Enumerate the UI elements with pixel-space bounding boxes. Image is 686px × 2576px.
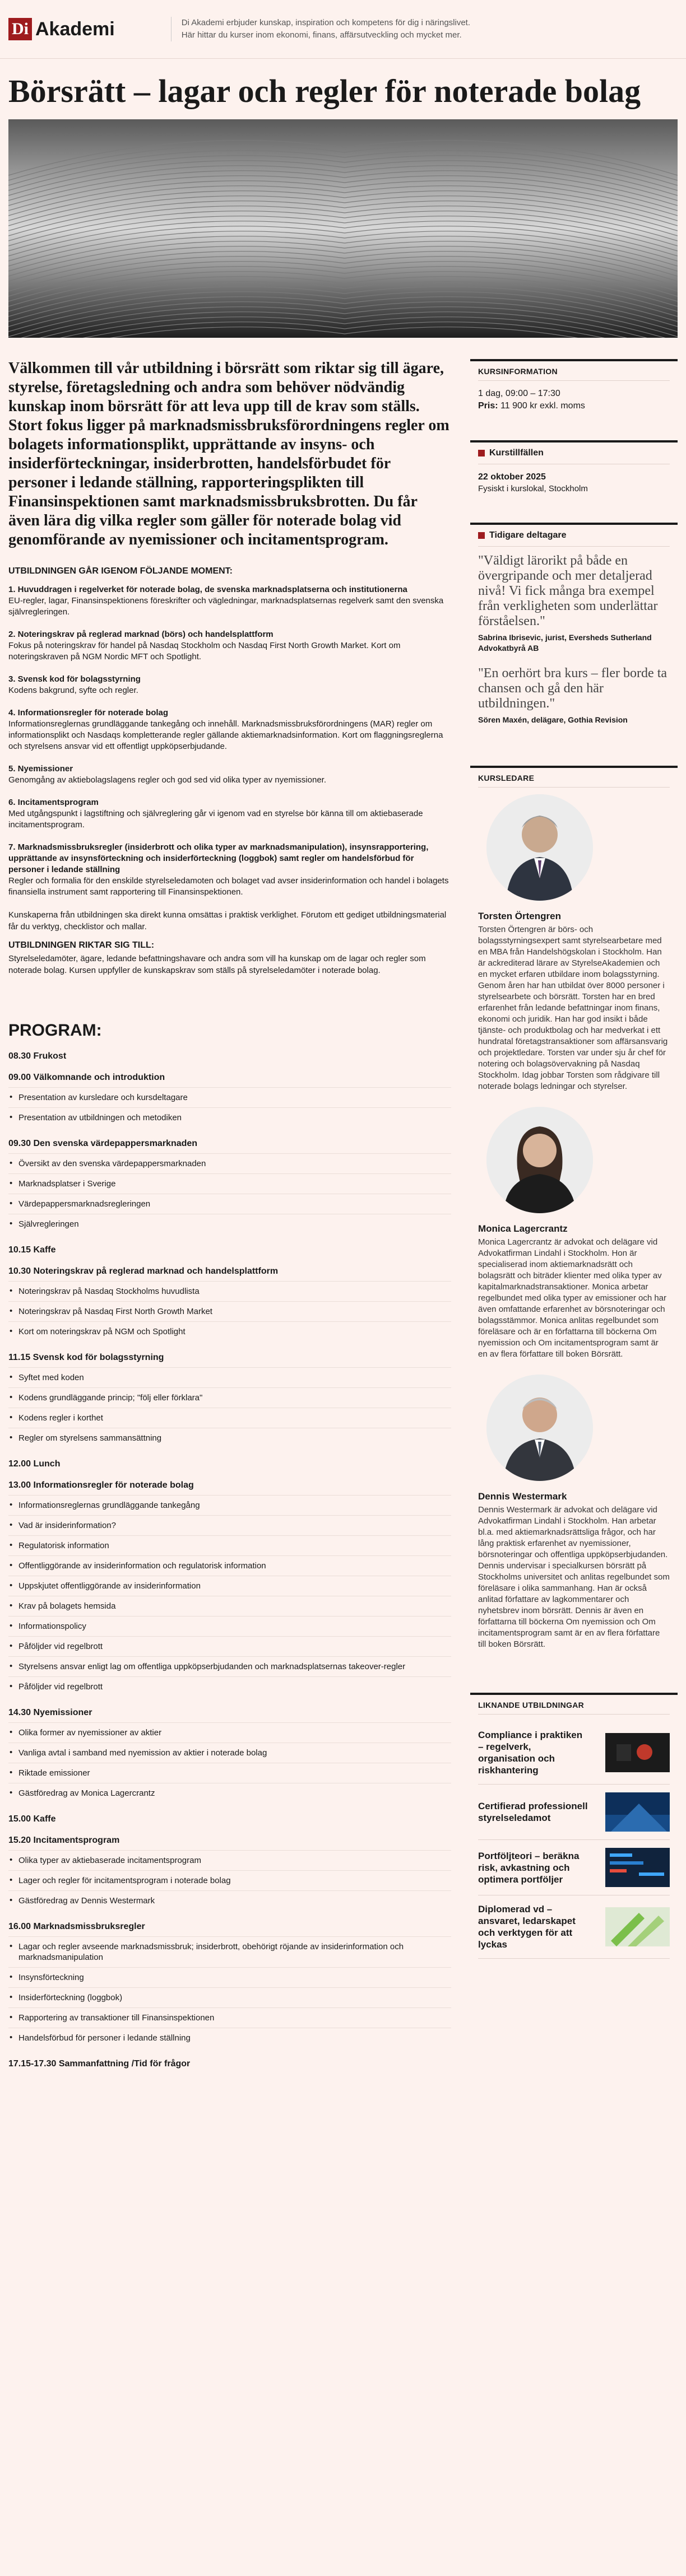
program-item: • Insynsförteckning xyxy=(8,1967,451,1987)
program-item: • Gästföredrag av Dennis Westermark xyxy=(8,1890,451,1911)
program-item: • Översikt av den svenska värdepappersmarknaden xyxy=(8,1153,451,1173)
module-text: Regler och formalia för den enskilde styrelseledamoten och bolaget vad avser insiderinformation och handel i bolagets finansiella instrument samt rapportering till Finansinspektionen. xyxy=(8,876,449,897)
intro-text: Välkommen till vår utbildning i börsrätt som riktar sig till ägare, styrelse, företagsledning och andra som behöver nödvändig kunskap inom börsrätt för att leva upp till de krav som ställs. Stort fokus ligger på marknadsmissbruksförordningens regler om bolagets informationsplikt, upprättande av insyns- och insiderförteckningar, insiderbrotten, handelsförbudet för personer i ledande ställning, rapporteringsplikten till Finansinspektionen samt marknadsmissbruksbrotten. Du får även lära dig vilka regler som gäller för noterade bolag vid genomförande av nyemissioner och incitamentsprogram. xyxy=(8,360,449,548)
related-courses-box xyxy=(470,1693,678,1967)
program-slot-items xyxy=(8,1495,451,1697)
module-title: 1. Huvuddragen i regelverket för noterade bolag, de svenska marknadsplatserna och institutionerna xyxy=(8,585,407,594)
module-title: 7. Marknadsmissbruksregler (insiderbrott och olika typer av marknadsmanipulation), insynsrapportering, upprättande av insynsförteckning och insiderförteckning (loggbok) samt regler om handelsförbud för personer i ledande ställning xyxy=(8,842,429,874)
related-course-thumbnail xyxy=(605,1907,670,1946)
program-item: • Värdepappersmarknadsregleringen xyxy=(8,1194,451,1214)
program-item: • Olika former av nyemissioner av aktier xyxy=(8,1722,451,1743)
program-item: • Vad är insiderinformation? xyxy=(8,1515,451,1535)
target-heading: UTBILDNINGEN RIKTAR SIG TILL: xyxy=(8,940,155,950)
program-item: • Regulatorisk information xyxy=(8,1535,451,1555)
program-item: • Påföljder vid regelbrott xyxy=(8,1636,451,1656)
program-item: • Noteringskrav på Nasdaq First North Growth Market xyxy=(8,1301,451,1321)
program-item: • Vanliga avtal i samband med nyemission av aktier i noterade bolag xyxy=(8,1743,451,1763)
site-header xyxy=(0,0,686,59)
course-dates-box xyxy=(470,440,678,502)
program-slot-time: 09.00 Välkomnande och introduktion xyxy=(8,1073,165,1082)
program-item: • Olika typer av aktiebaserade incitamentsprogram xyxy=(8,1850,451,1870)
price-label: Pris: xyxy=(478,401,498,411)
program-slot-time: 12.00 Lunch xyxy=(8,1459,61,1469)
program-slot-time: 15.00 Kaffe xyxy=(8,1814,56,1824)
course-dates-heading xyxy=(478,448,670,464)
leader-portrait xyxy=(486,1107,593,1213)
related-course-title: Portföljteori – beräkna risk, avkastning och optimera portföljer xyxy=(478,1850,580,1885)
program-item: • Påföljder vid regelbrott xyxy=(8,1676,451,1697)
program-item: • Styrelsens ansvar enligt lag om offentliga uppköpserbjudanden och marknadsplatsernas takeover-regler xyxy=(8,1656,451,1676)
tagline-line-1: Di Akademi erbjuder kunskap, inspiration och kompetens för dig i näringslivet. xyxy=(181,18,471,27)
program-slot-items xyxy=(8,1087,451,1128)
logo-text: Akademi xyxy=(35,18,115,40)
program-item: • Informationspolicy xyxy=(8,1616,451,1636)
program-item: • Regler om styrelsens sammansättning xyxy=(8,1428,451,1448)
program-item: • Gästföredrag av Monica Lagercrantz xyxy=(8,1783,451,1803)
program-item: • Riktade emissioner xyxy=(8,1763,451,1783)
related-course-thumbnail xyxy=(605,1848,670,1887)
related-courses-label: LIKNANDE UTBILDNINGAR xyxy=(478,1701,670,1715)
hero-book-image xyxy=(8,119,678,338)
module-item xyxy=(8,707,451,752)
module-item xyxy=(8,629,451,663)
related-course-link[interactable] xyxy=(478,1895,670,1959)
sidebar xyxy=(470,359,678,2074)
module-title: 2. Noteringskrav på reglerad marknad (börs) och handelsplattform xyxy=(8,630,274,639)
related-course-link[interactable] xyxy=(478,1721,670,1785)
program-item: • Offentliggörande av insiderinformation och regulatorisk information xyxy=(8,1555,451,1576)
module-item xyxy=(8,674,451,696)
program-slot-time: 17.15-17.30 Sammanfattning /Tid för frågor xyxy=(8,2059,191,2069)
module-item xyxy=(8,797,451,831)
program-slot-time: 08.30 Frukost xyxy=(8,1051,67,1061)
module-item xyxy=(8,842,451,898)
program-item: • Insiderförteckning (loggbok) xyxy=(8,1987,451,2007)
testimonial xyxy=(478,553,670,654)
course-date: 22 oktober 2025 xyxy=(478,472,546,482)
module-title: 4. Informationsregler för noterade bolag xyxy=(8,708,169,718)
program-slot-time: 14.30 Nyemissioner xyxy=(8,1708,92,1717)
program-slot-items xyxy=(8,1153,451,1234)
program-item: • Uppskjutet offentliggörande av insiderinformation xyxy=(8,1576,451,1596)
related-course-title: Certifierad professionell styrelseledamot xyxy=(478,1801,588,1823)
red-square-icon xyxy=(478,532,485,539)
related-course-link[interactable] xyxy=(478,1785,670,1840)
program-item: • Självregleringen xyxy=(8,1214,451,1234)
program-item: • Informationsreglernas grundläggande tankegång xyxy=(8,1495,451,1515)
related-course-title: Compliance i praktiken – regelverk, organisation och riskhantering xyxy=(478,1730,583,1776)
program-item: • Kort om noteringskrav på NGM och Spotlight xyxy=(8,1321,451,1341)
course-leader xyxy=(478,1375,670,1650)
course-date-item[interactable] xyxy=(478,471,670,495)
course-duration: 1 dag, 09:00 – 17:30 xyxy=(478,389,560,398)
program-slot-time: 10.30 Noteringskrav på reglerad marknad och handelsplattform xyxy=(8,1266,279,1276)
program-slot-items xyxy=(8,1367,451,1448)
program-slot-time: 10.15 Kaffe xyxy=(8,1245,56,1255)
module-text: Genomgång av aktiebolagslagens regler och god sed vid olika typer av nyemissioner. xyxy=(8,775,326,785)
target-text: Styrelseledamöter, ägare, ledande befattningshavare och andra som vill ha kunskap om de lagar och regler som noterade bolag. Kursen uppfyller de kunskapskrav som ställs på styrelseledamöter i noterade bolag. xyxy=(8,954,426,975)
program-item: • Rapportering av transaktioner till Finansinspektionen xyxy=(8,2007,451,2028)
program-slot-time: 16.00 Marknadsmissbruksregler xyxy=(8,1922,145,1931)
leader-name: Dennis Westermark xyxy=(478,1491,567,1502)
module-title: 5. Nyemissioner xyxy=(8,764,73,774)
course-price xyxy=(478,400,670,412)
program-item: • Handelsförbud för personer i ledande ställning xyxy=(8,2028,451,2048)
program-slot-time: 11.15 Svensk kod för bolagsstyrning xyxy=(8,1353,164,1362)
program-slot-items xyxy=(8,1850,451,1911)
module-item xyxy=(8,763,451,786)
testimonials-heading xyxy=(478,530,670,547)
module-list xyxy=(8,584,451,898)
testimonials-label: Tidigare deltagare xyxy=(489,530,567,540)
program-item: • Kodens regler i korthet xyxy=(8,1408,451,1428)
testimonial-source: Sabrina Ibrisevic, jurist, Eversheds Sutherland Advokatbyrå AB xyxy=(478,633,652,653)
leader-portrait xyxy=(486,794,593,901)
module-text: Fokus på noteringskrav för handel på Nasdaq Stockholm och Nasdaq First North Growth Market. Kort om noteringskraven på NGM Nordic MFT och Spotlight. xyxy=(8,641,401,662)
course-leader xyxy=(478,794,670,1092)
program-item: • Marknadsplatser i Sverige xyxy=(8,1173,451,1194)
logo-mark: Di xyxy=(8,18,32,40)
module-item xyxy=(8,584,451,618)
testimonial-source: Sören Maxén, delägare, Gothia Revision xyxy=(478,715,628,724)
leader-name: Monica Lagercrantz xyxy=(478,1223,568,1234)
related-course-link[interactable] xyxy=(478,1840,670,1895)
leader-bio: Dennis Westermark är advokat och delägare vid Advokatfirman Lindahl i Stockholm. Han arbetar bl.a. med aktiemarknadsrättsliga frågor, och har lång praktisk erfarenhet av nyemissioner, börsnoteringar och offentliga uppköpserbjudanden. Dennis undervisar i specialkursen börsrätt på Stockholms universitet och anlitas regelbundet som föreläsare i olika sammanhang. Han är också anlitad författare av lagkommentarer och nyhetsbrev inom börsrätt. Dennis är även en författarna till böckerna Om nyemission och Om incitamentsprogram samt är en av flera författare till boken Börsrätt. xyxy=(478,1505,670,1649)
course-info-box xyxy=(470,359,678,420)
program-slot-time: 13.00 Informationsregler för noterade bolag xyxy=(8,1480,194,1490)
module-title: 3. Svensk kod för bolagsstyrning xyxy=(8,674,141,684)
program-item: • Kodens grundläggande princip; "följ eller förklara" xyxy=(8,1387,451,1408)
course-leader xyxy=(478,1107,670,1360)
module-title: 6. Incitamentsprogram xyxy=(8,798,99,807)
related-course-title: Diplomerad vd – ansvaret, ledarskapet och verktygen för att lyckas xyxy=(478,1904,576,1950)
course-dates-label: Kurstillfällen xyxy=(489,448,544,458)
module-text: Informationsreglernas grundläggande tankegång och innehåll. Marknadsmissbruksförordningens (MAR) regler om informationsplikt och Nasdaqs kompletterande regler gällande aktiemarknadsinformation. Kort om flaggningsreglerna och styrelsens ansvar vid ett offentligt uppköpserbjudande. xyxy=(8,719,443,751)
program-slot-items xyxy=(8,1936,451,2048)
closing-paragraph: Kunskaperna från utbildningen ska direkt kunna omsättas i praktisk verklighet. Förutom ett gediget utbildningsmaterial får du verktyg, checklistor och mallar. xyxy=(8,910,447,931)
testimonial xyxy=(478,666,670,725)
header-tagline xyxy=(171,17,470,41)
program-slot-items xyxy=(8,1281,451,1341)
course-leaders-label: KURSLEDARE xyxy=(478,774,670,788)
main-column xyxy=(8,359,451,2074)
related-course-thumbnail xyxy=(605,1792,670,1832)
program-item: • Lagar och regler avseende marknadsmissbruk; insiderbrott, obehörigt röjande av insiderinformation och marknadsmanipulation xyxy=(8,1936,451,1967)
leader-bio: Monica Lagercrantz är advokat och delägare vid Advokatfirman Lindahl i Stockholm. Hon är specialiserad inom aktiemarknadsrätt och bolagsrätt och biträder klienter med olika typer av kapitalmarknadstransaktioner. Monica arbetar regelbundet med olika typer av emissioner och har även omfattande erfarenhet av börsnoteringar och bolagsstämmor. Monica anlitas regelbundet som föreläsare och är en författarna till böckerna Om nyemission och Om incitamentsprogram samt är en av flera författare till boken Börsrätt. xyxy=(478,1237,667,1359)
program-slot-time: 15.20 Incitamentsprogram xyxy=(8,1836,120,1845)
testimonial-quote: "Väldigt lärorikt på både en övergripande och mer detaljerad nivå! Vi fick många bra exempel från verkligheten som underlättar förståelsen." xyxy=(478,553,658,628)
related-course-thumbnail xyxy=(605,1733,670,1772)
leader-name: Torsten Örtengren xyxy=(478,911,561,921)
course-leaders-box xyxy=(470,766,678,1673)
moments-heading: UTBILDNINGEN GÅR IGENOM FÖLJANDE MOMENT: xyxy=(8,566,233,576)
program-slot-items xyxy=(8,1722,451,1803)
program-item: • Presentation av kursledare och kursdeltagare xyxy=(8,1087,451,1107)
testimonials-box xyxy=(470,523,678,746)
program-slot-time: 09.30 Den svenska värdepappersmarknaden xyxy=(8,1139,198,1148)
course-info-label: KURSINFORMATION xyxy=(478,367,670,381)
testimonial-quote: "En oerhört bra kurs – fler borde ta chansen och gå den här utbildningen." xyxy=(478,666,668,711)
module-text: EU-regler, lagar, Finansinspektionens föreskrifter och vägledningar, marknadsplatsernas regelverk samt den svenska självregleringen. xyxy=(8,596,444,617)
course-location: Fysiskt i kurslokal, Stockholm xyxy=(478,484,588,493)
leader-portrait xyxy=(486,1375,593,1481)
tagline-line-2: Här hittar du kurser inom ekonomi, finans, affärsutveckling och mycket mer. xyxy=(181,30,462,40)
program-item: • Syftet med koden xyxy=(8,1367,451,1387)
program-heading: PROGRAM: xyxy=(8,1021,102,1040)
leader-bio: Torsten Örtengren är börs- och bolagsstyrningsexpert samt styrelsearbetare med en MBA från Handelshögskolan i Stockholm. Han är ackrediterad lärare av StyrelseAkademien och en mycket erfaren utbildare inom bolagsstyrning. Genom åren har han utbildat över 8000 personer i styrelsearbete och börsrätt. Torsten har en bred erfarenhet från ledande befattningar inom finans, ekonomi och juridik. Han har god insikt i både tjänste- och produktbolag och har medverkat i ett hundratal företagstransaktioner som affärsansvarig och projektledare. Torsten var under sju år chef för notering och bolagsövervakning på Nasdaq Stockholm. Idag jobbar Torsten som rådgivare till noterade bolags ledningar och styrelser. xyxy=(478,925,668,1091)
red-square-icon xyxy=(478,450,485,456)
program-schedule xyxy=(8,1051,451,2069)
program-item: • Noteringskrav på Nasdaq Stockholms huvudlista xyxy=(8,1281,451,1301)
page-title: Börsrätt – lagar och regler för noterade bolag xyxy=(8,73,641,109)
program-item: • Lager och regler för incitamentsprogram i noterade bolag xyxy=(8,1870,451,1890)
module-text: Kodens bakgrund, syfte och regler. xyxy=(8,686,138,695)
module-text: Med utgångspunkt i lagstiftning och självreglering går vi igenom vad en styrelse bör känna till om aktiebaserade incitamentsprogram. xyxy=(8,809,423,830)
program-item: • Krav på bolagets hemsida xyxy=(8,1596,451,1616)
di-akademi-logo[interactable] xyxy=(8,18,115,40)
program-item: • Presentation av utbildningen och metodiken xyxy=(8,1107,451,1128)
price-value: 11 900 kr exkl. moms xyxy=(500,401,585,411)
